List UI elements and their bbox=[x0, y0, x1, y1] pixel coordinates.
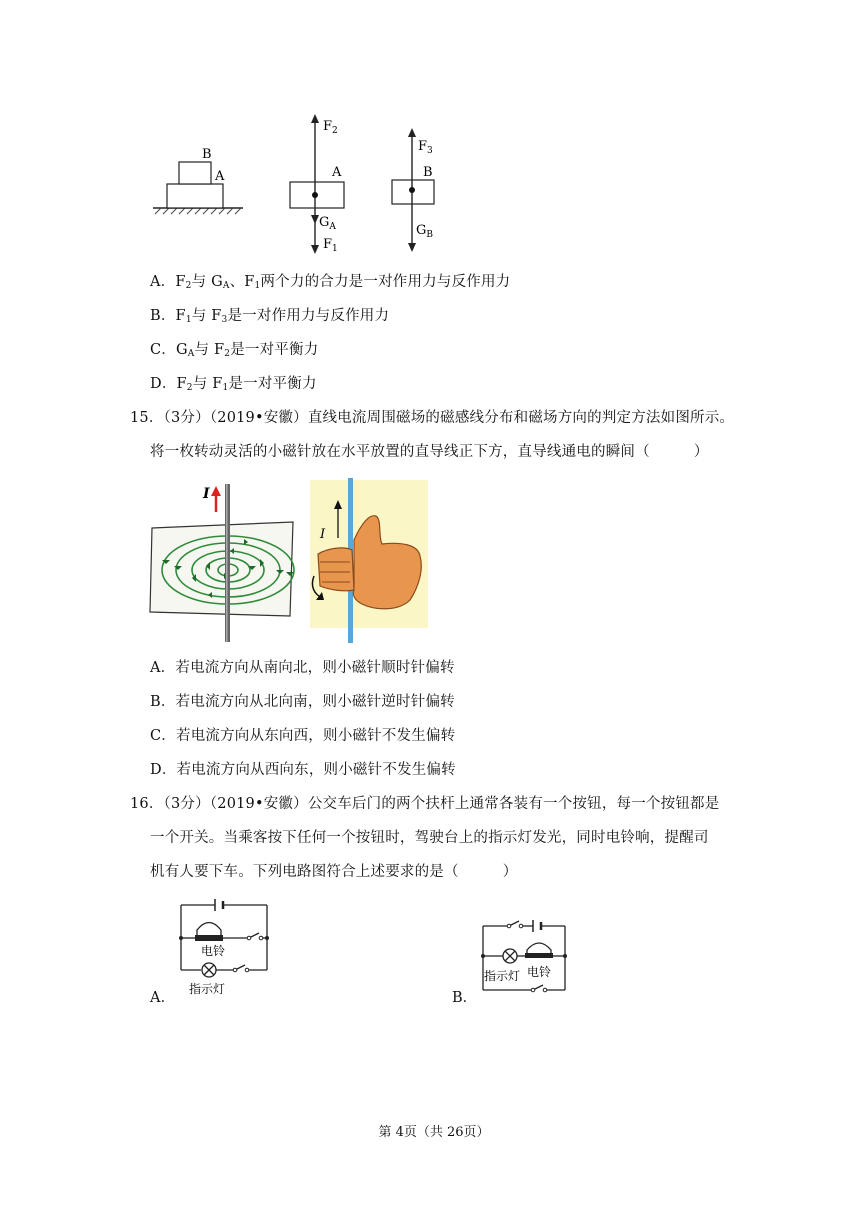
q14-figure bbox=[145, 110, 475, 265]
bell-label-a: 电铃 bbox=[201, 944, 226, 958]
stacked-blocks-diagram bbox=[153, 147, 243, 214]
gb-sub: B bbox=[426, 230, 434, 240]
q15-option-c: C．若电流方向从东向西，则小磁针不发生偏转 bbox=[150, 728, 456, 744]
right-hand-rule-diagram bbox=[310, 478, 428, 643]
q15-option-b: B．若电流方向从北向南，则小磁针逆时针偏转 bbox=[150, 694, 455, 710]
svg-text:F3 bbox=[418, 139, 433, 156]
circuit-a-diagram bbox=[175, 895, 275, 1000]
q15-option-a: A．若电流方向从南向北，则小磁针顺时针偏转 bbox=[150, 660, 455, 676]
block-a-label: A bbox=[215, 169, 225, 184]
f2-sub: 2 bbox=[332, 126, 338, 136]
q16-stem-line3: 机有人要下车。下列电路图符合上述要求的是（ ） bbox=[150, 864, 518, 880]
q14-option-c: C．$G_A$与 $F_2$是一对平衡力 bbox=[150, 342, 319, 359]
page-number-footer: 第 4页（共 26页） bbox=[378, 1125, 490, 1140]
q15-figure bbox=[148, 478, 433, 643]
lamp-label-a: 指示灯 bbox=[189, 982, 226, 996]
f3-label: F bbox=[418, 139, 428, 154]
ga-label: G bbox=[319, 215, 330, 230]
q14-option-d: D．$F_2$与 $F_1$是一对平衡力 bbox=[150, 376, 317, 393]
q16-option-a-label: A． bbox=[150, 990, 176, 1006]
q16-stem-line1: 16．（3分）（2019•安徽）公交车后门的两个扶杆上通常各装有一个按钮，每一个按钮都是 bbox=[130, 796, 720, 812]
block-a-force-label: A bbox=[332, 165, 342, 180]
force-diagram-a bbox=[290, 114, 344, 254]
q14-option-b: B．$F_1$与 $F_3$是一对作用力与反作用力 bbox=[150, 308, 390, 325]
current-i-label-left: I bbox=[203, 486, 210, 502]
q15-option-d: D．若电流方向从西向东，则小磁针不发生偏转 bbox=[150, 762, 456, 778]
block-b-label: B bbox=[202, 147, 212, 162]
q16-stem-line2: 一个开关。当乘客按下任何一个按钮时，驾驶台上的指示灯发光，同时电铃响，提醒司 bbox=[150, 830, 709, 846]
lamp-label-b: 指示灯 bbox=[484, 969, 521, 983]
gb-label: G bbox=[416, 223, 427, 238]
svg-text:GA bbox=[319, 215, 336, 232]
ga-sub: A bbox=[329, 222, 336, 232]
current-i-label-right: I bbox=[320, 527, 326, 542]
q15-stem-line1: 15．（3分）（2019•安徽）直线电流周围磁场的磁感线分布和磁场方向的判定方法如图所示。 bbox=[130, 410, 735, 426]
q15-stem-line2: 将一枚转动灵活的小磁针放在水平放置的直导线正下方，直导线通电的瞬间（ ） bbox=[150, 444, 709, 460]
f2-label: F bbox=[323, 119, 333, 134]
block-b-force-label: B bbox=[423, 165, 433, 180]
q14-option-a: A．$F_2$与 $G_A$、$F_1$两个力的合力是一对作用力与反作用力 bbox=[150, 274, 511, 291]
svg-text:F1 bbox=[323, 237, 338, 254]
circuit-b-diagram bbox=[475, 912, 575, 997]
svg-text:F2 bbox=[323, 119, 338, 136]
magnetic-field-plate-diagram bbox=[150, 484, 294, 642]
f3-sub: 3 bbox=[427, 146, 433, 156]
force-diagram-b bbox=[392, 128, 434, 252]
f1-sub: 1 bbox=[332, 244, 338, 254]
f1-label: F bbox=[323, 237, 333, 252]
q16-option-b-label: B． bbox=[452, 990, 478, 1006]
bell-label-b: 电铃 bbox=[527, 965, 552, 979]
svg-text:GB bbox=[416, 223, 433, 240]
